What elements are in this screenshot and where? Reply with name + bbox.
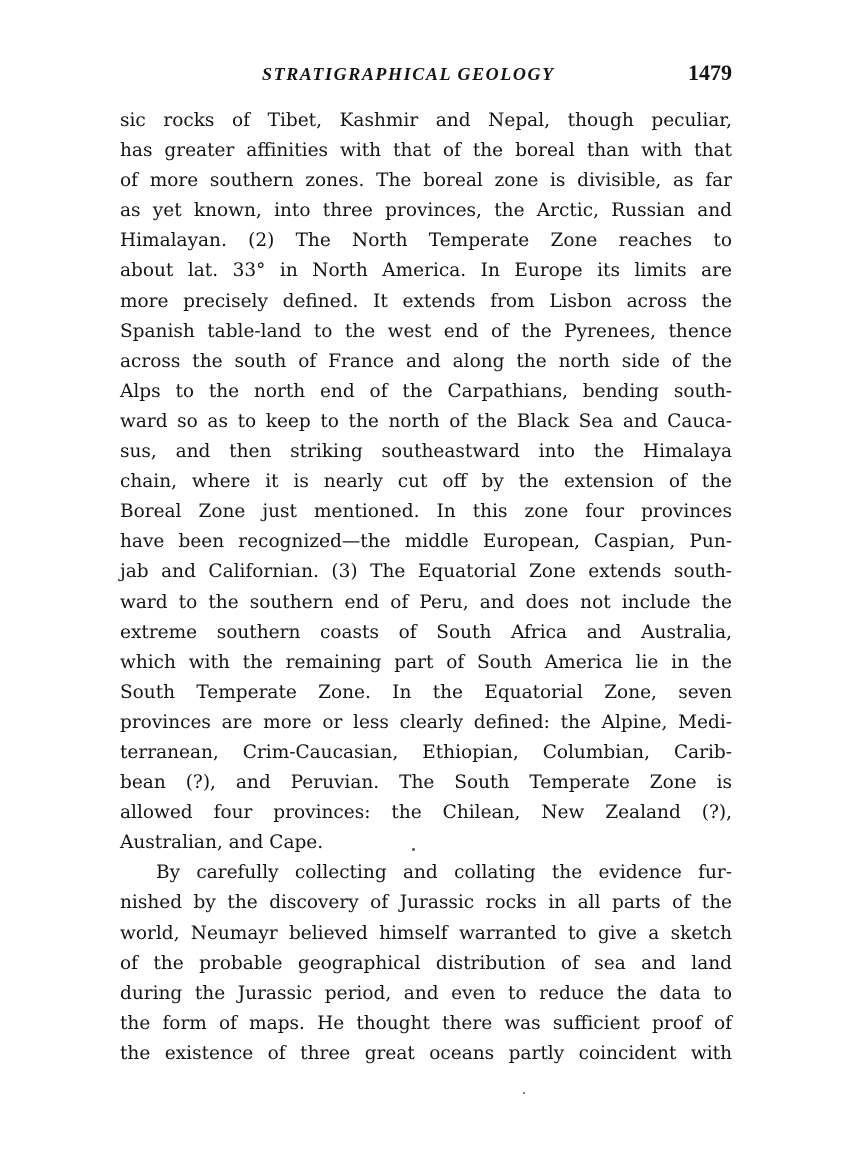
text-line: sus, and then striking southeastward into the Himalaya [120,441,732,463]
body-text [120,106,732,1069]
text-line: more precisely defined. It extends from Lisbon across the [120,290,732,312]
text-line: By carefully collecting and collating the evidence fur- [156,862,732,884]
print-speck [412,848,415,851]
text-line: provinces are more or less clearly defined: the Alpine, Medi- [120,711,732,733]
text-line: ward so as to keep to the north of the Black Sea and Cauca- [120,410,732,432]
text-line: as yet known, into three provinces, the Arctic, Russian and [120,200,732,222]
running-title: STRATIGRAPHICAL GEOLOGY [262,64,555,84]
running-head [120,58,732,88]
text-line: the existence of three great oceans partly coincident with [120,1042,732,1064]
text-line: ward to the southern end of Peru, and does not include the [120,591,732,613]
text-line: the form of maps. He thought there was sufficient proof of [120,1012,732,1034]
paragraph-1 [120,106,732,858]
text-line: extreme southern coasts of South Africa and Australia, [120,621,732,643]
text-line: allowed four provinces: the Chilean, New Zealand (?), [120,802,732,824]
text-line: nished by the discovery of Jurassic rocks in all parts of the [120,892,732,914]
text-line: sic rocks of Tibet, Kashmir and Nepal, though peculiar, [120,110,732,131]
text-line: South Temperate Zone. In the Equatorial Zone, seven [120,681,732,703]
text-line: jab and Californian. (3) The Equatorial Zone extends south- [120,561,732,583]
paragraph-2 [120,858,732,1069]
text-line: of the probable geographical distribution of sea and land [120,952,732,974]
text-line: has greater affinities with that of the boreal than with that [120,140,732,162]
text-line: of more southern zones. The boreal zone is divisible, as far [120,170,732,192]
text-line: about lat. 33° in North America. In Europe its limits are [120,260,732,282]
text-line: during the Jurassic period, and even to reduce the data to [120,982,732,1004]
text-line: Australian, and Cape. [120,832,324,854]
text-line: terranean, Crim-Caucasian, Ethiopian, Columbian, Carib- [120,741,732,763]
text-line: world, Neumayr believed himself warranted to give a sketch [120,922,732,944]
text-line: have been recognized—the middle European, Caspian, Pun- [120,531,732,553]
text-line: across the south of France and along the north side of the [120,350,732,372]
text-line: bean (?), and Peruvian. The South Temperate Zone is [120,772,732,794]
text-line: Spanish table-land to the west end of the Pyrenees, thence [120,320,732,342]
page-number: 1479 [688,60,732,85]
text-line: chain, where it is nearly cut off by the extension of the [120,471,732,493]
text-line: which with the remaining part of South America lie in the [120,651,732,673]
text-line: Boreal Zone just mentioned. In this zone four provinces [120,501,732,523]
text-line: Himalayan. (2) The North Temperate Zone reaches to [120,230,732,252]
text-line: Alps to the north end of the Carpathians, bending south- [120,380,732,402]
print-speck [523,1092,525,1094]
